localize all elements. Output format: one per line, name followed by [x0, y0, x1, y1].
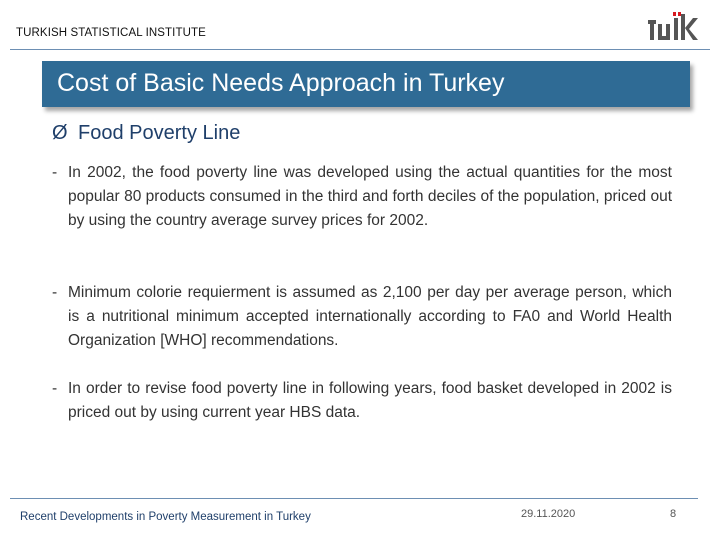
bullet-item — [52, 281, 672, 353]
dash-bullet: - — [52, 164, 58, 181]
dash-bullet: - — [52, 380, 58, 397]
organization-name: TURKISH STATISTICAL INSTITUTE — [16, 27, 206, 39]
section-heading — [52, 122, 240, 145]
bullet-item — [52, 161, 672, 233]
bullet-text: Minimum colorie requierment is assumed as 2,100 per day per average person, which is a nutritional minimum accepted internationally according to FA0 and World Health Organization [WHO] recommendations. — [68, 284, 672, 349]
slide-title: Cost of Basic Needs Approach in Turkey — [57, 69, 505, 97]
header-divider — [10, 49, 710, 50]
bullet-text: In 2002, the food poverty line was developed using the actual quantities for the most popular 80 products consumed in the third and forth deciles of the population, priced out by using the country average survey prices for 2002. — [68, 164, 672, 229]
title-banner — [42, 61, 690, 107]
footer-presentation-title: Recent Developments in Poverty Measurement in Turkey — [20, 511, 311, 523]
section-heading-text: Food Poverty Line — [78, 122, 241, 144]
dash-bullet: - — [52, 284, 58, 301]
tuik-logo-icon — [648, 12, 700, 42]
bullet-text: In order to revise food poverty line in following years, food basket developed in 2002 is priced out by using current year HBS data. — [68, 380, 672, 421]
bullet-item — [52, 377, 672, 425]
footer-date: 29.11.2020 — [521, 508, 576, 520]
arrow-bullet-icon: Ø — [52, 122, 68, 144]
footer-divider — [10, 498, 698, 499]
page-number: 8 — [670, 508, 677, 520]
